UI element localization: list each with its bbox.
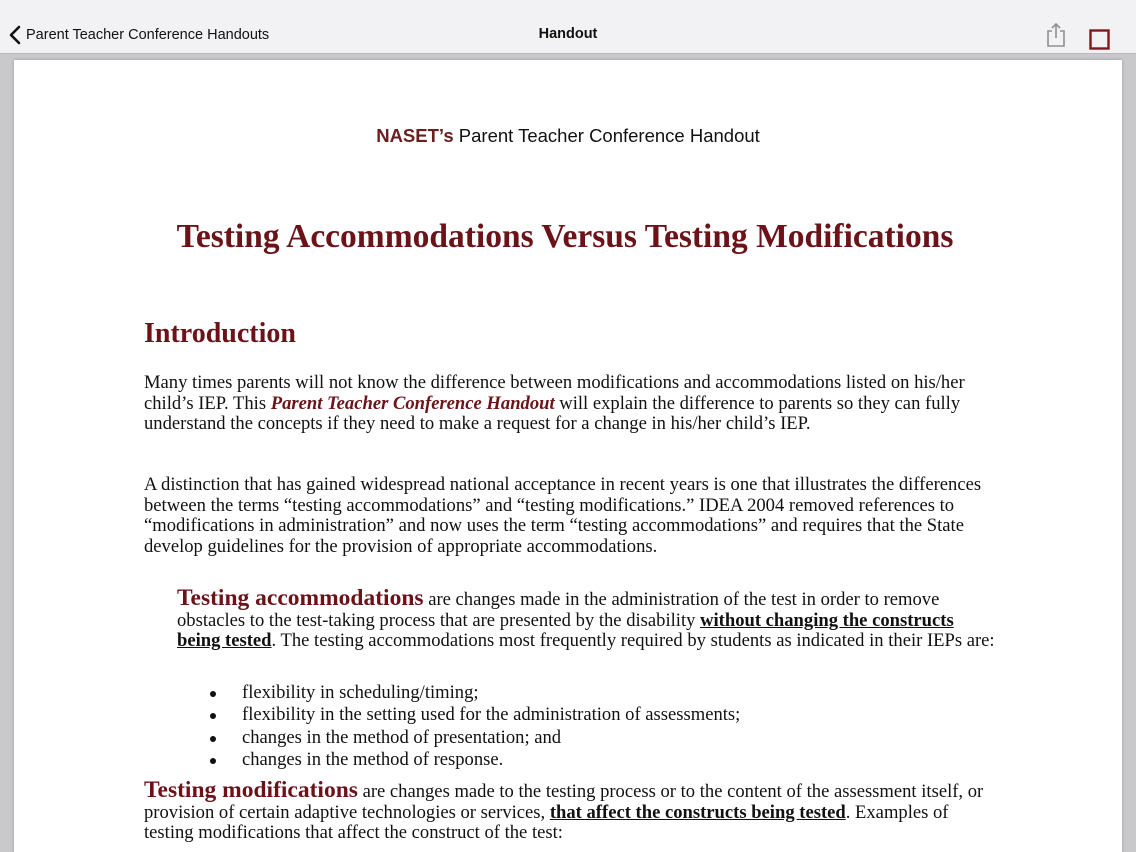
accommodations-paragraph — [177, 585, 997, 652]
square-icon — [1089, 29, 1110, 50]
header-text: Parent Teacher Conference Handout — [453, 125, 760, 146]
markup-square-button[interactable] — [1089, 29, 1110, 50]
modifications-underline: that affect the constructs being tested — [549, 801, 846, 823]
handout-emphasis: Parent Teacher Conference Handout — [270, 392, 555, 414]
share-button[interactable] — [1045, 22, 1067, 48]
back-button-label: Parent Teacher Conference Handouts — [26, 27, 270, 43]
modifications-term: Testing modifications — [144, 777, 358, 803]
header-brand: NASET’s — [376, 125, 454, 146]
list-item: flexibility in the setting used for the administration of assessments; — [204, 704, 740, 726]
share-icon — [1045, 22, 1067, 48]
navigation-bar — [0, 0, 1136, 54]
intro-paragraph — [144, 373, 994, 435]
accommodations-text-a: are changes made in the administration of the test in order to remove obstacles to the test-taking process that are presented by the disability — [177, 589, 940, 631]
list-item: changes in the method of response. — [204, 749, 740, 771]
document-page[interactable] — [14, 60, 1122, 852]
document-title: Testing Accommodations Versus Testing Modifications — [176, 218, 954, 255]
page-title: Handout — [538, 26, 598, 42]
accommodations-term: Testing accommodations — [177, 585, 424, 611]
intro-text-a: Many times parents will not know the difference between modifications and accommodations listed on his/her child’s IEP. This — [144, 372, 965, 414]
accommodations-list — [204, 682, 740, 772]
intro-heading: Introduction — [144, 318, 296, 349]
accommodations-underline: without changing the constructs being tested — [177, 609, 954, 652]
distinction-paragraph: A distinction that has gained widespread national acceptance in recent years is one that illustrates the differences between the terms “testing accommodations” and “testing modifications.” IDEA 2004 removed references to “modifications in administration” and now uses the term “testing accommodations” and requires that the State develop guidelines for the provision of appropriate accommodations. — [144, 474, 982, 558]
accommodations-text-b: . The testing accommodations most frequently required by students as indicated in their IEPs are: — [271, 630, 995, 652]
list-item: changes in the method of presentation; and — [204, 727, 740, 749]
modifications-text-a: are changes made to the testing process or to the content of the assessment itself, or provision of certain adaptive technologies or services, — [144, 781, 984, 823]
document-header — [14, 125, 1122, 147]
list-item: flexibility in scheduling/timing; — [204, 682, 740, 704]
modifications-text-b: . Examples of testing modifications that affect the construct of the test: — [144, 801, 949, 844]
modifications-paragraph — [144, 777, 999, 844]
intro-text-b: will explain the difference to parents so they can fully understand the concepts if they need to make a request for a change in his/her child’s IEP. — [144, 392, 961, 435]
